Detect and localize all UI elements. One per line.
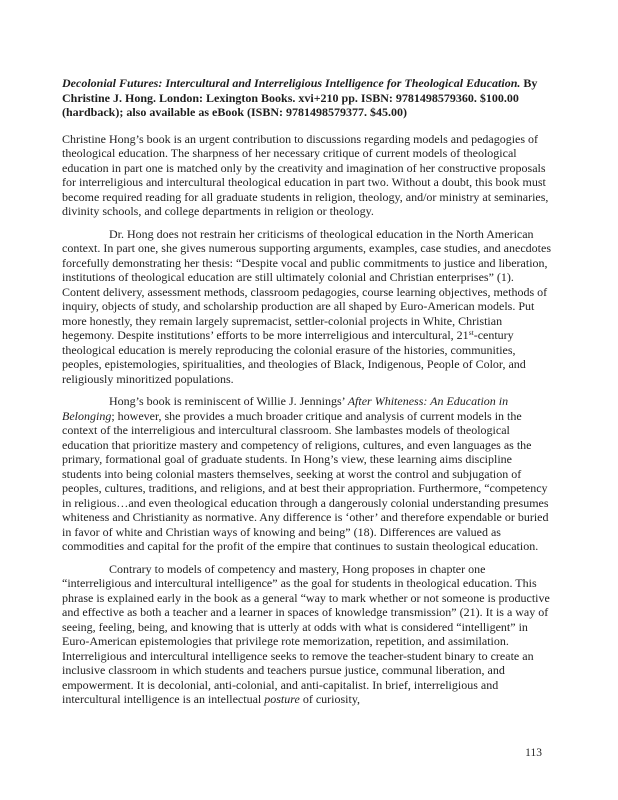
text-segment: Dr. Hong does not restrain her criticisms of theological education in the North American context. In part one, she gives numerous supporting arguments, examples, case studies, and anecdotes forcefully demonstrating her thesis: “Despite vocal and public commitments to justice and liberation, institutions of theological education are still ultimately colonial and Christian enterprises” (1). Content delivery, assessment methods, classroom pedagogies, course learning objectives, methods of inquiry, objects of study, and scholarship production are all shaped by Euro-American models. Put more honestly, they remain largely supremacist, settler-colonial projects in White, Christian hegemony. Despite institutions’ efforts to be more interreligious and intercultural, 21 — [62, 226, 551, 342]
text-segment: Decolonial Futures: Intercultural and Interreligious Intelligence for Theological Education. — [62, 76, 521, 90]
text-segment: posture — [264, 692, 300, 706]
paragraph — [62, 394, 552, 554]
text-segment: Contrary to models of competency and mastery, Hong proposes in chapter one “interreligious and intercultural intelligence” as the goal for students in theological education. This phrase is explained early in the book as a general “way to mark whether or not someone is productive and effective as both a teacher and a learner in spaces of knowledge transmission” (21). It is a way of seeing, feeling, being, and knowing that is utterly at odds with what is considered “intelligent” in Euro-American epistemologies that privilege rote memorization, repetition, and assimilation. Interreligious and intercultural intelligence seeks to remove the teacher-student binary to create an inclusive classroom in which students and teachers pursue justice, communal liberation, and empowerment. It is decolonial, anti-colonial, and anti-capitalist. In brief, interreligious and intercultural intelligence is an intellectual — [62, 561, 550, 706]
paragraphs — [62, 132, 552, 707]
page-content — [62, 76, 552, 715]
text-segment: -century theological education is merely reproducing the colonial erasure of the histories, communities, peoples, epistemologies, spiritualities, and theologies of Black, Indigenous, People of Color, and religiously minoritized populations. — [62, 328, 526, 386]
text-segment: By Christine J. Hong. London: Lexington Books. xvi+210 pp. ISBN: 9781498579360. $100.00 (hardback); also available as eBook (ISBN: 9781498579377. $45.00) — [62, 76, 538, 119]
paragraph — [62, 227, 552, 387]
page-number: 113 — [525, 747, 542, 759]
paragraph — [62, 562, 552, 707]
text-segment: ; however, she provides a much broader critique and analysis of current models in the context of the interreligious and intercultural classroom. She lambastes models of theological education that prioritize mastery and competency of religions, cultures, and even languages as the primary, formational goal of graduate students. In Hong’s view, these learning aims discipline students into being colonial masters themselves, seeking at worst the control and subjugation of peoples, cultures, traditions, and religions, and at best their appropriation. Furthermore, “competency in religious…and even theological education through a dangerously colonial understanding presumes whiteness and Christianity as normative. Any difference is ‘other’ and therefore expendable or buried in favor of white and Christian ways of knowing and being” (18). Differences are valued as commodities and capital for the profit of the empire that continues to sustain theological education. — [62, 408, 549, 553]
text-segment: Christine Hong’s book is an urgent contribution to discussions regarding models and pedagogies of theological education. The sharpness of her necessary critique of current models of theological education in part one is matched only by the creativity and imagination of her constructive proposals for interreligious and intercultural theological education in part two. Without a doubt, this book must become required reading for all graduate students in religion, theology, and/or ministry at seminaries, divinity schools, and college departments in religion or theology. — [62, 131, 549, 218]
text-segment: Hong’s book is reminiscent of Willie J. Jennings’ — [109, 394, 348, 408]
paragraph — [62, 132, 552, 219]
text-segment: After Whiteness: An Education in Belonging — [62, 394, 509, 423]
text-segment: st — [468, 328, 474, 337]
text-segment: of curiosity, — [299, 692, 361, 706]
book-citation — [62, 76, 552, 120]
